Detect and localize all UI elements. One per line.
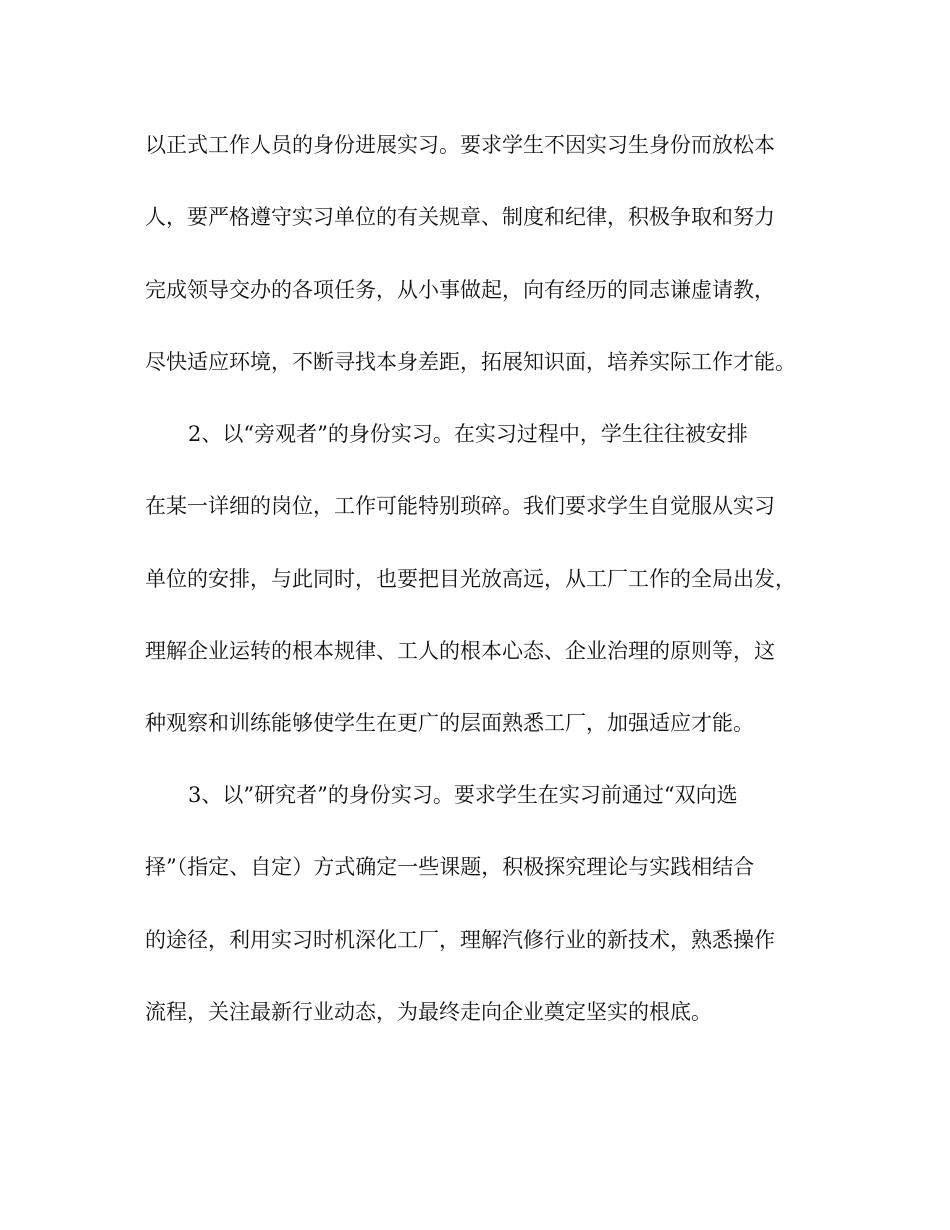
text-line: 择”（指定、自定）方式确定一些课题，积极探究理论与实践相结合 xyxy=(145,855,755,879)
text-line: 种观察和训练能够使学生在更广的层面熟悉工厂，加强适应才能。 xyxy=(145,711,754,735)
text-line: 尽快适应环境，不断寻找本身差距，拓展知识面，培养实际工作才能。 xyxy=(145,350,796,374)
text-line: 理解企业运转的根本规律、工人的根本心态、企业治理的原则等，这 xyxy=(145,639,775,663)
paragraph-start-line: 3、以”研究者”的身份实习。要求学生在实习前通过“双向选 xyxy=(188,783,738,807)
text-line: 人，要严格遵守实习单位的有关规章、制度和纪律，积极争取和努力 xyxy=(145,205,775,229)
text-line: 的途径，利用实习时机深化工厂，理解汽修行业的新技术，熟悉操作 xyxy=(145,928,775,952)
text-line: 单位的安排，与此同时，也要把目光放高远，从工厂工作的全局出发， xyxy=(145,567,796,591)
paragraph-start-line: 2、以“旁观者”的身份实习。在实习过程中，学生往往被安排 xyxy=(188,422,748,446)
text-line: 在某一详细的岗位，工作可能特别琐碎。我们要求学生自觉服从实习 xyxy=(145,494,775,518)
text-line: 完成领导交办的各项任务，从小事做起，向有经历的同志谦虚请教， xyxy=(145,278,775,302)
text-line: 以正式工作人员的身份进展实习。要求学生不因实习生身份而放松本 xyxy=(145,133,775,157)
text-line: 流程，关注最新行业动态，为最终走向企业奠定坚实的根底。 xyxy=(145,1000,712,1024)
